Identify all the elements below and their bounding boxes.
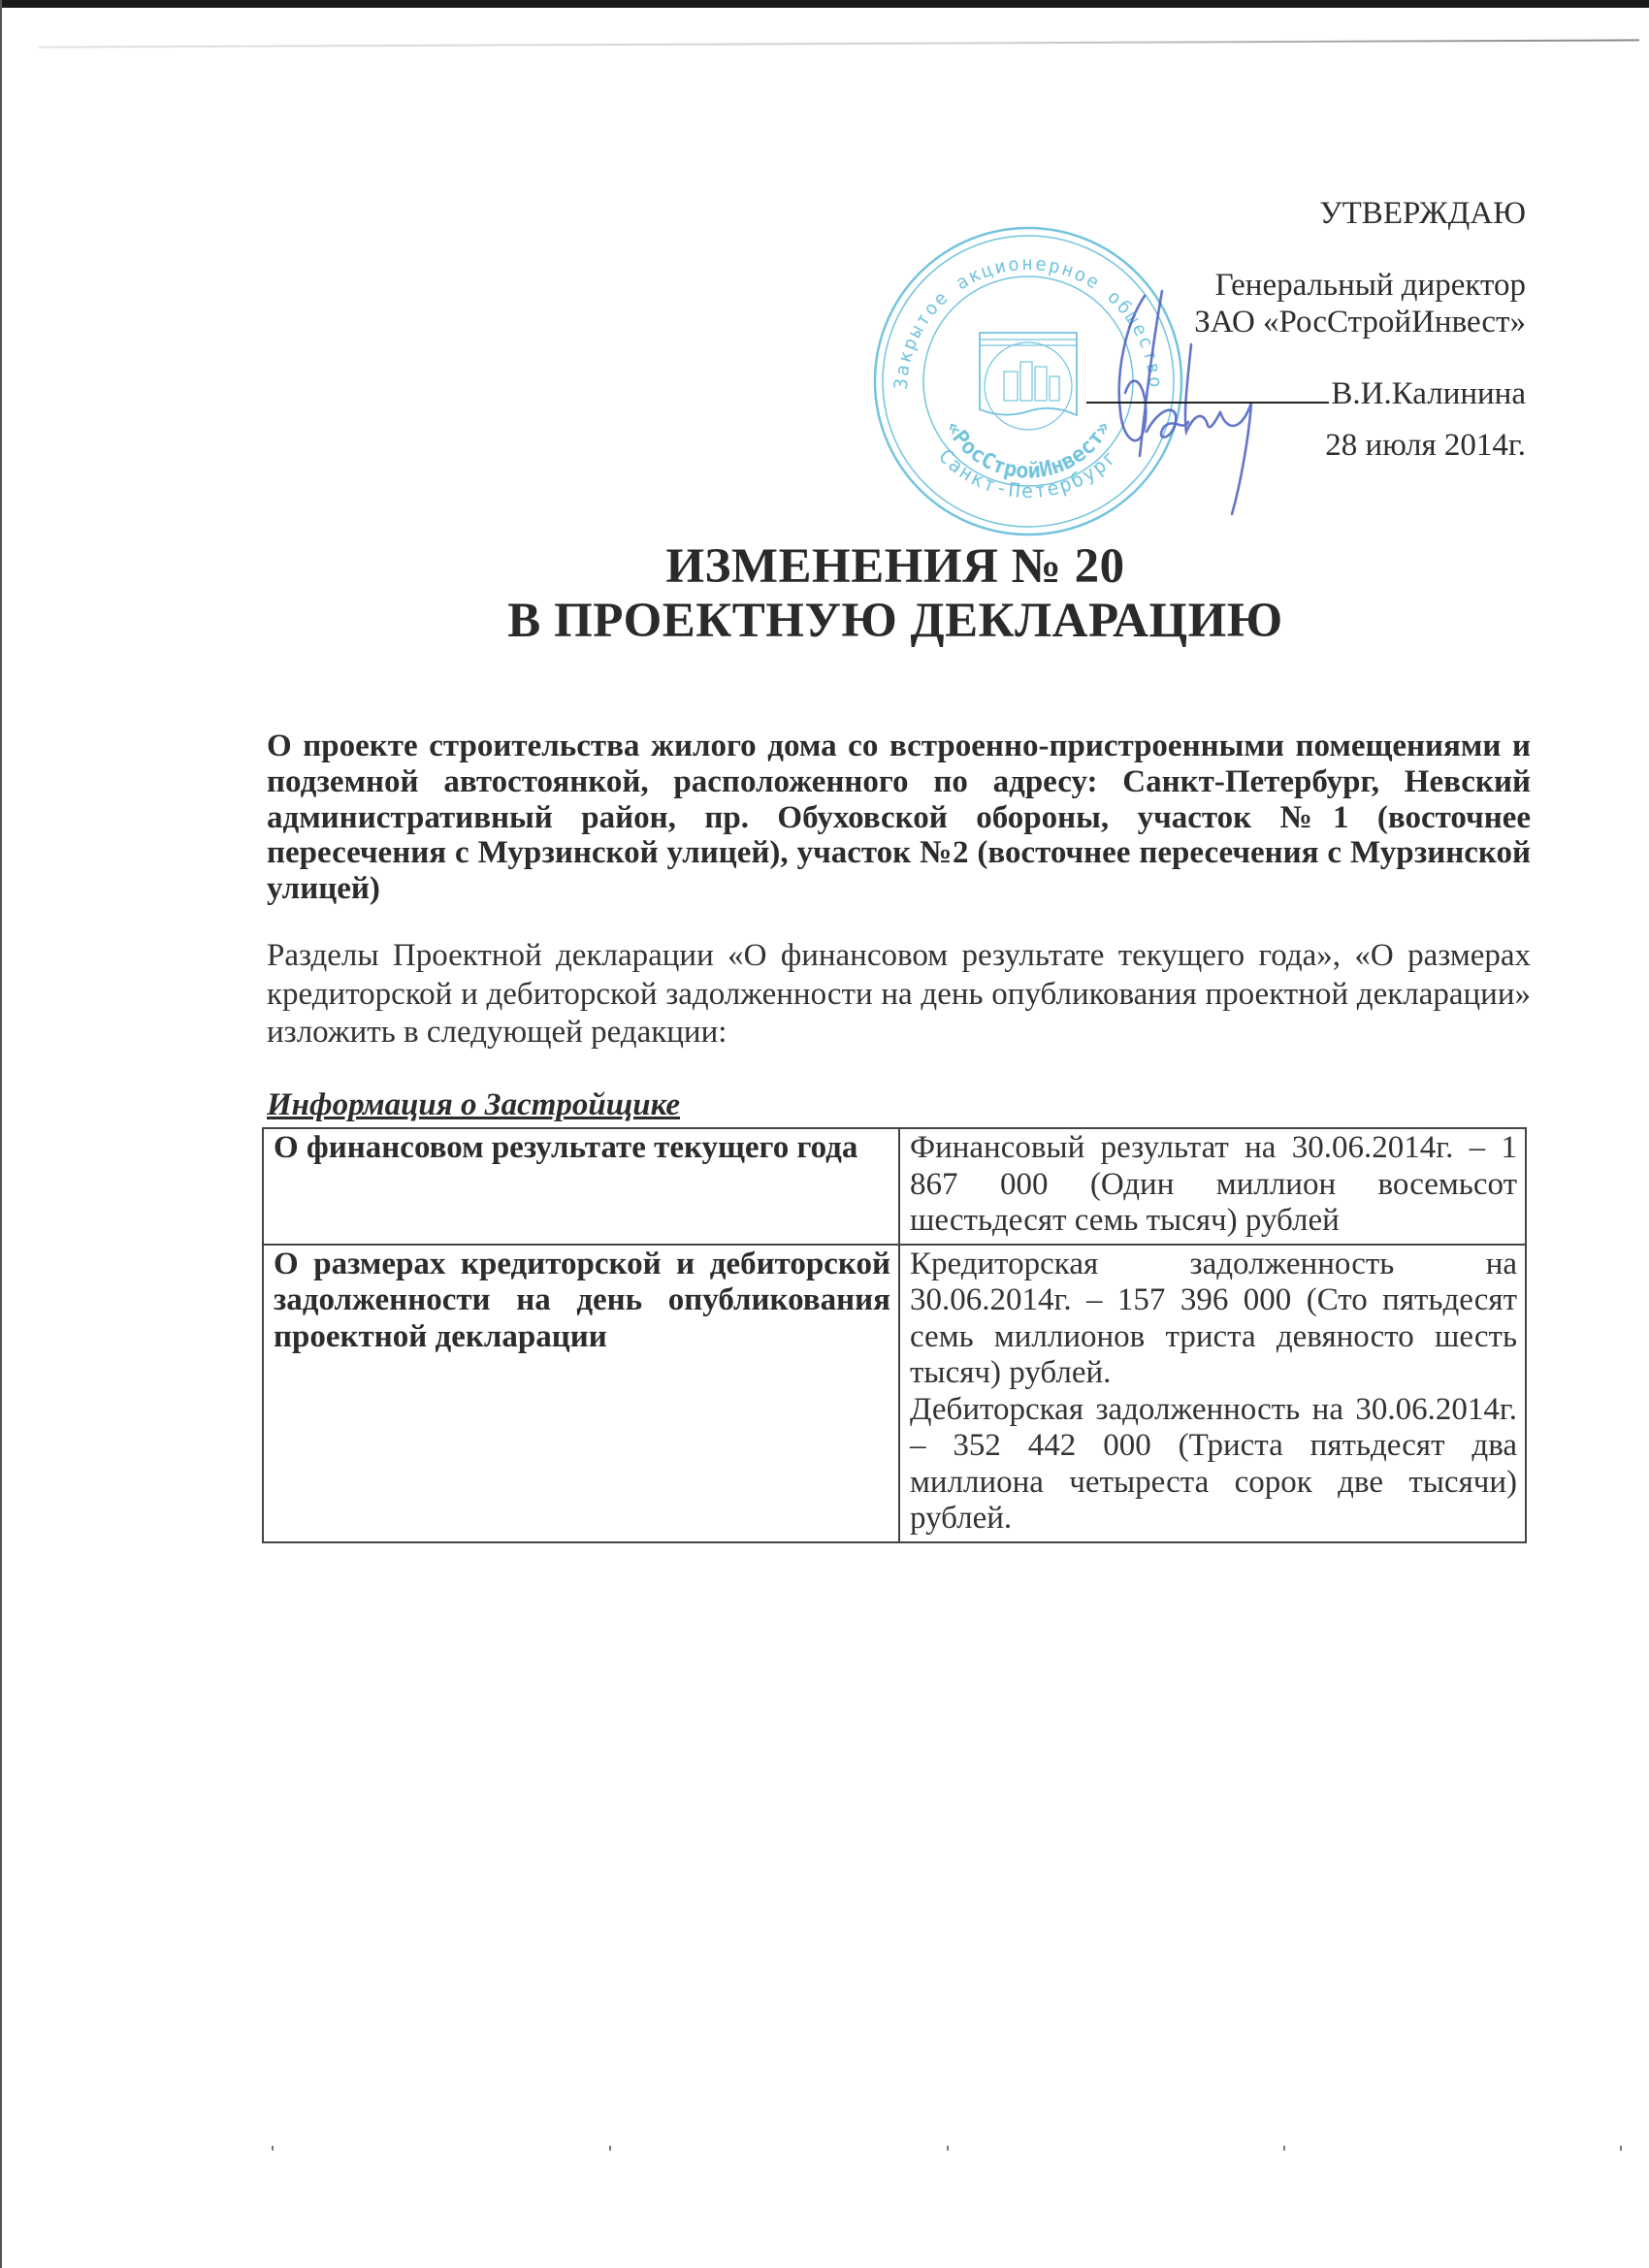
scan-dot: [1620, 2146, 1622, 2151]
scan-left-edge: [0, 0, 2, 2268]
approval-date: 28 июля 2014г.: [1325, 428, 1526, 463]
developer-info-heading: Информация о Застройщике: [267, 1087, 680, 1122]
scan-top-band: [0, 0, 1649, 8]
approval-position: Генеральный директор: [1214, 268, 1526, 303]
row-label: О размерах кредиторской и дебиторской задолженности на день опубликования проектной декларации: [263, 1245, 899, 1542]
scan-dot: [947, 2146, 949, 2151]
intro-paragraph: Разделы Проектной декларации «О финансовом результате текущего года», «О размерах кредиторской и дебиторской задолженности на день опубликования проектной декларации» изложить в следующей редакции:: [267, 938, 1531, 1050]
debtor-debt-text: Дебиторская задолженность на 30.06.2014г. – 352 442 000 (Триста пятьдесят два миллиона четыреста сорок две тысячи) рублей.: [910, 1391, 1517, 1536]
scan-artifact-line: [39, 39, 1639, 48]
row-value: [899, 1128, 1526, 1245]
financial-result-text: Финансовый результат на 30.06.2014г. – 1 867 000 (Один миллион восемьсот шестьдесят семь тысяч) рублей: [910, 1130, 1517, 1238]
scan-dot: [1283, 2146, 1285, 2151]
title-line-2: В ПРОЕКТНУЮ ДЕКЛАРАЦИЮ: [507, 594, 1283, 648]
signature-line: [1086, 376, 1329, 404]
svg-text:Санкт-Петербург: Санкт-Петербург: [933, 443, 1123, 502]
approval-signatory: В.И.Калинина: [1331, 376, 1526, 411]
scan-dot: [272, 2146, 274, 2151]
developer-info-table: [262, 1127, 1527, 1543]
svg-text:Закрытое акционерное общество: Закрытое акционерное общество: [889, 253, 1167, 391]
approval-company: ЗАО «РосСтройИнвест»: [1194, 305, 1526, 340]
svg-text:«РосСтройИнвест»: «РосСтройИнвест»: [940, 416, 1116, 484]
title-line-1: ИЗМЕНЕНИЯ № 20: [665, 539, 1125, 594]
scan-dot: [609, 2146, 611, 2151]
row-label: О финансовом результате текущего года: [263, 1128, 899, 1245]
row-value: [899, 1245, 1526, 1542]
project-subject: О проекте строительства жилого дома со встроенно-пристроенными помещениями и подземной автостоянкой, расположенного по адресу: Санкт-Петербург, Невский административный район, пр. Обуховской обороны, участок №1 (восточнее пересечения с Мурзинской улицей), участок №2 (восточнее пересечения с Мурзинской улицей): [267, 729, 1531, 907]
approval-signatory-line: [1086, 374, 1526, 413]
creditor-debt-text: Кредиторская задолженность на 30.06.2014г. – 157 396 000 (Сто пятьдесят семь миллионов триста девяносто шесть тысяч) рублей.: [910, 1246, 1517, 1390]
document-title: [0, 539, 1649, 648]
approval-heading: УТВЕРЖДАЮ: [1319, 196, 1526, 231]
table-row: [263, 1245, 1526, 1542]
table-row: [263, 1128, 1526, 1245]
